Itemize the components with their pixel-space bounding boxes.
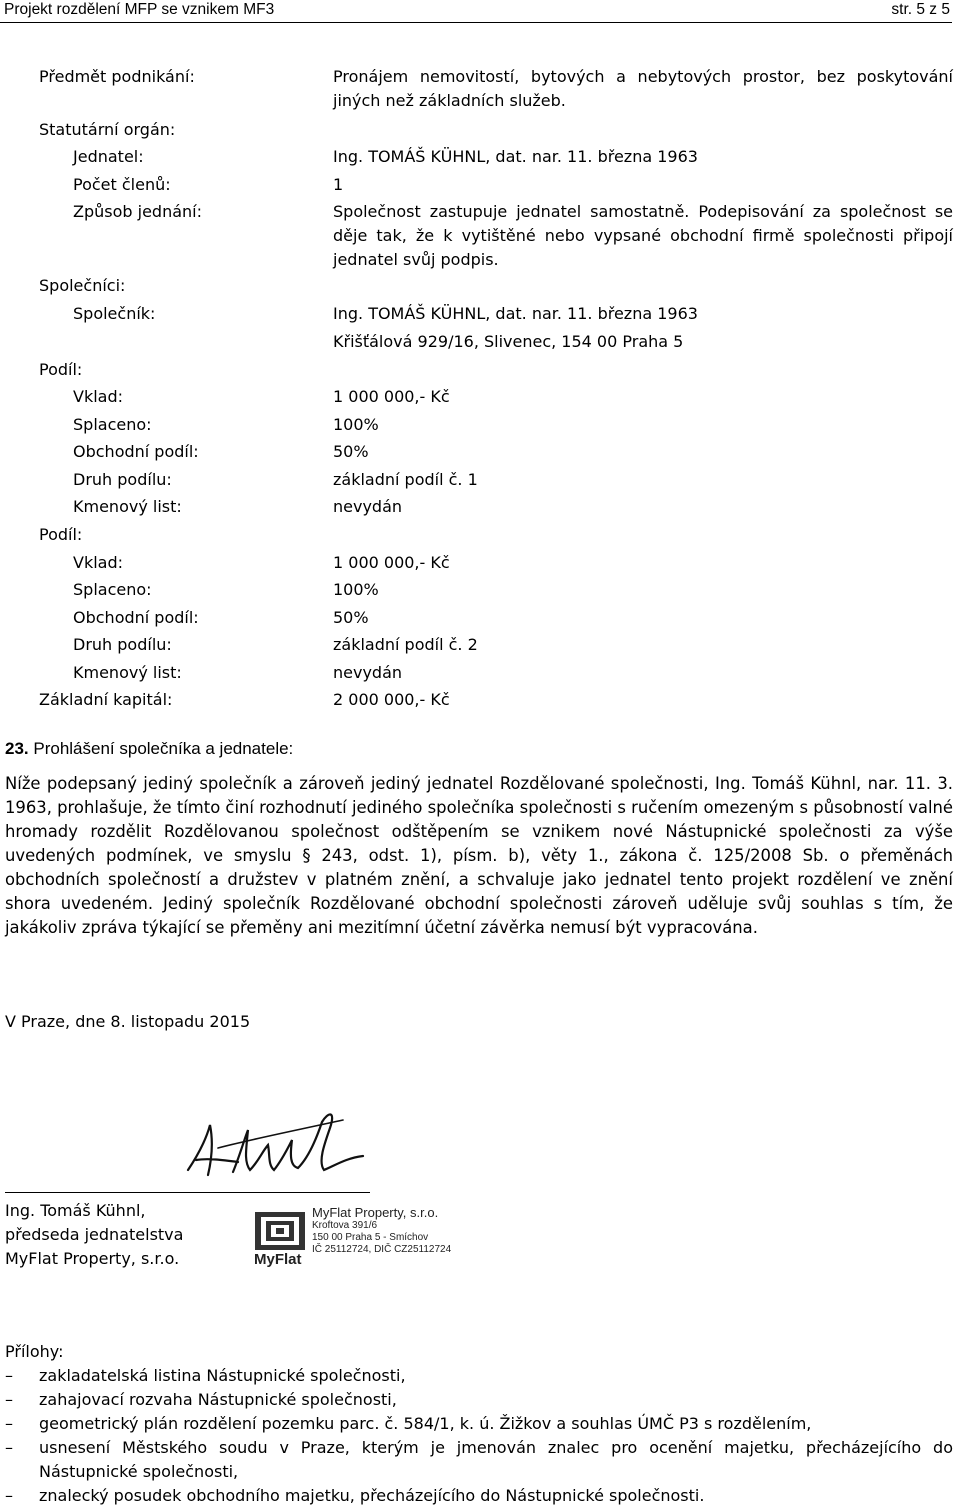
- paid-value: 100%: [333, 415, 379, 434]
- list-item: – geometrický plán rozdělení pozemku parc. č. 584/1, k. ú. Žižkov a souhlas ÚMČ P3 s rozdělením,: [5, 1414, 812, 1433]
- stamp-line-3: 150 00 Praha 5 - Smíchov: [312, 1232, 429, 1243]
- deposit-label: Vklad:: [73, 387, 124, 406]
- declaration-text: Níže podepsaný jediný společník a zároveň jediný jednatel Rozdělované společnosti, Ing. Tomáš Kühnl, nar. 11. 3. 1963, prohlašuje, že tímto činí rozhodnutí jediného společníka společnosti s ručením omezeným s působností valné hromady rozdělit Rozdělovanou společnost odštěpením se vznikem nové Nástupnické společnosti za výše uvedených podmínek, ve smyslu § 243, odst. 1), písm. b), věty 1., zákona č. 125/2008 Sb. o přeměnách obchodních společností a družstev v platném znění, a schvaluje jako jednatel tento projekt rozdělení ve znění shora uvedeném. Jediný společník Rozdělované obchodní společnosti zároveň uděluje svůj souhlas s tím, že jakákoliv zpráva týkající se přeměny ani mezitímní účetní závěrka nemusí být vypracována.: [5, 774, 953, 937]
- director-value: Ing. TOMÁŠ KÜHNL, dat. nar. 11. března 1963: [333, 147, 698, 166]
- stake-value: 50%: [333, 442, 369, 461]
- deposit-value: 1 000 000,- Kč: [333, 553, 450, 572]
- capital-value: 2 000 000,- Kč: [333, 690, 450, 709]
- list-item: – znalecký posudek obchodního majetku, přecházejícího do Nástupnické společnosti.: [5, 1486, 705, 1505]
- page-header: [0, 0, 952, 23]
- page-number: str. 5 z 5: [891, 1, 950, 18]
- share-type-value: základní podíl č. 1: [333, 470, 478, 489]
- paid-value: 100%: [333, 580, 379, 599]
- capital-label: Základní kapitál:: [39, 690, 173, 709]
- signatory-company: MyFlat Property, s.r.o.: [5, 1249, 180, 1268]
- partners-label: Společníci:: [39, 276, 126, 295]
- share-type-label: Druh podílu:: [73, 470, 172, 489]
- certificate-label: Kmenový list:: [73, 663, 182, 682]
- members-value: 1: [333, 175, 344, 194]
- director-label: Jednatel:: [73, 147, 144, 166]
- partner-address: Křišťálová 929/16, Slivenec, 154 00 Praha 5: [333, 332, 684, 351]
- stamp-logo-icon: [254, 1211, 306, 1251]
- section-title: Prohlášení společníka a jednatele:: [33, 739, 294, 758]
- signatory-block: [5, 1199, 183, 1271]
- handwritten-signature: [178, 1100, 378, 1190]
- list-item: – zakladatelská listina Nástupnické společnosti,: [5, 1366, 406, 1385]
- document-title: Projekt rozdělení MFP se vznikem MF3: [4, 1, 275, 18]
- stamp-line-1: MyFlat Property, s.r.o.: [312, 1205, 439, 1220]
- attachments-list: [5, 1364, 953, 1508]
- section-heading: [5, 737, 293, 761]
- place-date: V Praze, dne 8. listopadu 2015: [5, 1012, 251, 1031]
- list-item: – usnesení Městského soudu v Praze, kterým je jmenován znalec pro ocenění majetku, přecházejícího do Nástupnické společnosti,: [5, 1438, 953, 1481]
- share-title: Podíl:: [39, 525, 83, 544]
- certificate-label: Kmenový list:: [73, 497, 182, 516]
- company-stamp: [254, 1205, 474, 1273]
- share-type-value: základní podíl č. 2: [333, 635, 478, 654]
- share-title: Podíl:: [39, 360, 83, 379]
- deposit-value: 1 000 000,- Kč: [333, 387, 450, 406]
- paid-label: Splaceno:: [73, 580, 152, 599]
- section-number: 23.: [5, 739, 29, 758]
- deposit-label: Vklad:: [73, 553, 124, 572]
- signatory-role: předseda jednatelstva: [5, 1225, 184, 1244]
- partner-label: Společník:: [73, 304, 156, 323]
- stake-value: 50%: [333, 608, 369, 627]
- stake-label: Obchodní podíl:: [73, 608, 199, 627]
- partner-name: Ing. TOMÁŠ KÜHNL, dat. nar. 11. března 1963: [333, 304, 698, 323]
- stamp-line-2: Kroftova 391/6: [312, 1220, 378, 1231]
- acting-value: Společnost zastupuje jednatel samostatně. Podepisování za společnost se děje tak, že k vytištěné nebo vypsané obchodní firmě společnosti připojí jednatel svůj podpis.: [333, 202, 953, 269]
- share-type-label: Druh podílu:: [73, 635, 172, 654]
- certificate-value: nevydán: [333, 497, 403, 516]
- business-label: Předmět podnikání:: [39, 67, 195, 86]
- statutory-label: Statutární orgán:: [39, 120, 176, 139]
- stake-label: Obchodní podíl:: [73, 442, 199, 461]
- attachments-title: Přílohy:: [5, 1342, 64, 1361]
- stamp-line-4: IČ 25112724, DIČ CZ25112724: [312, 1244, 452, 1255]
- paid-label: Splaceno:: [73, 415, 152, 434]
- list-item: – zahajovací rozvaha Nástupnické společnosti,: [5, 1390, 397, 1409]
- stamp-text: [312, 1205, 451, 1256]
- members-label: Počet členů:: [73, 175, 171, 194]
- signature-line: [5, 1192, 370, 1193]
- certificate-value: nevydán: [333, 663, 403, 682]
- signatory-name: Ing. Tomáš Kühnl,: [5, 1201, 146, 1220]
- stamp-brand: MyFlat: [254, 1251, 302, 1268]
- acting-label: Způsob jednání:: [73, 202, 202, 221]
- business-value: Pronájem nemovitostí, bytových a nebytových prostor, bez poskytování jiných než základních služeb.: [333, 67, 953, 110]
